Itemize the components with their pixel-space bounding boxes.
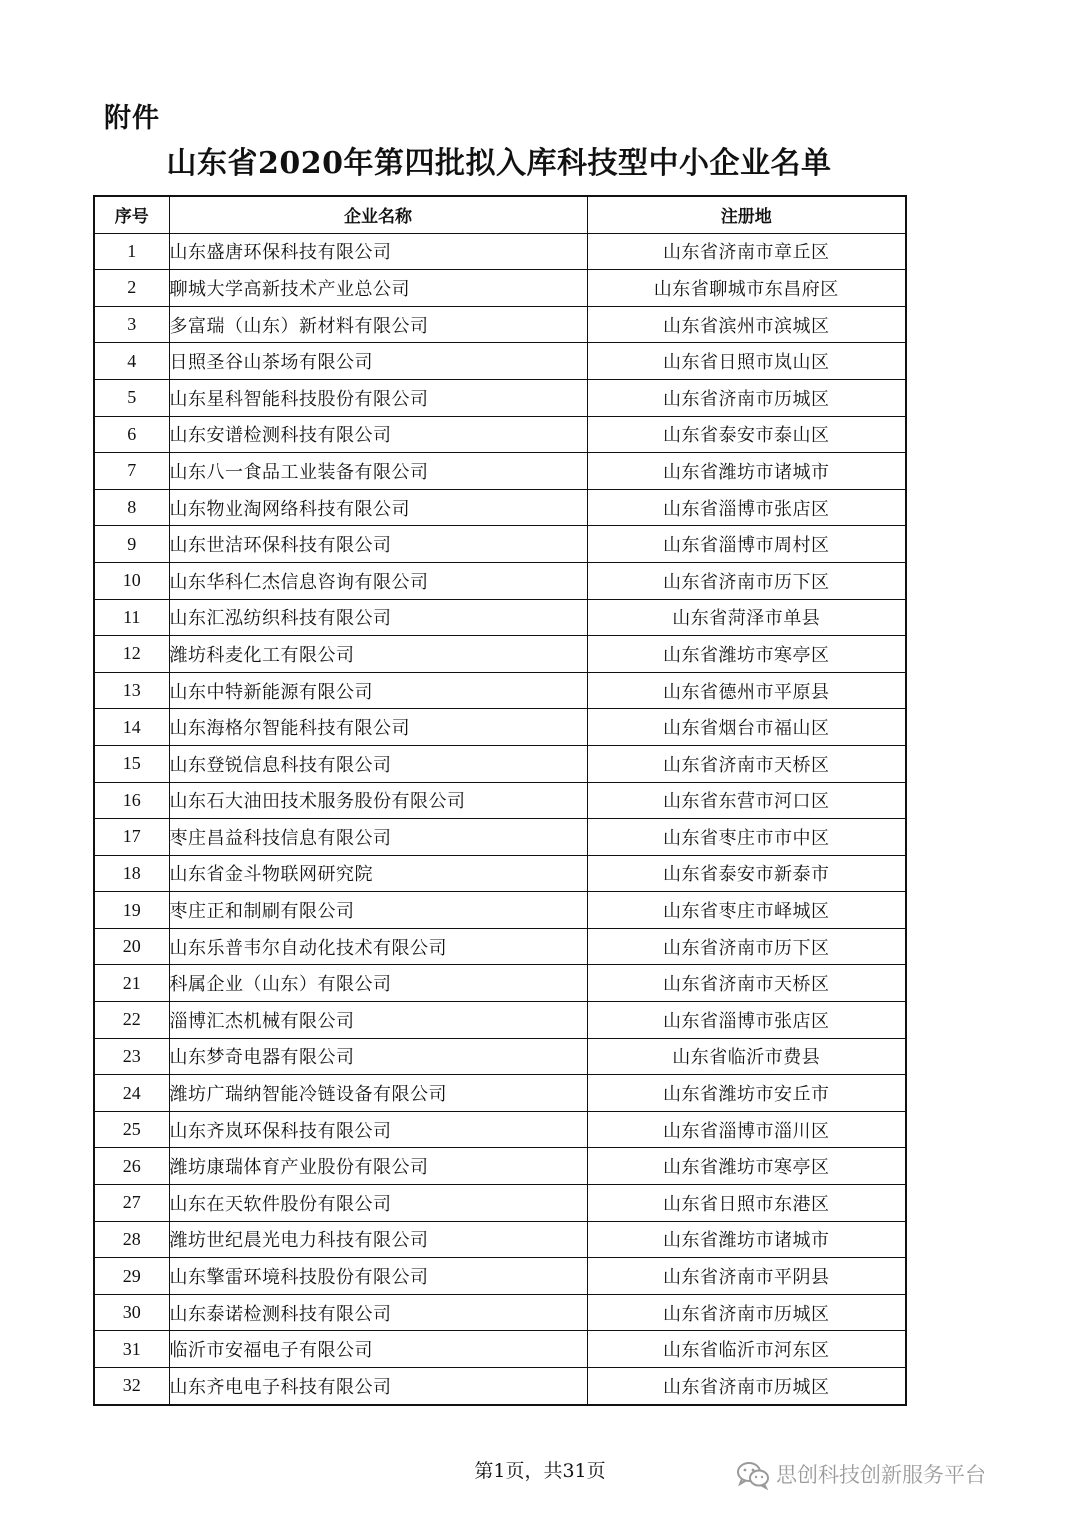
registered-place-cell: 山东省枣庄市峄城区 <box>587 892 906 929</box>
registered-place-cell: 山东省济南市历下区 <box>587 928 906 965</box>
table-row <box>94 1221 906 1258</box>
table-row <box>94 416 906 453</box>
column-header-company-name: 企业名称 <box>169 196 587 233</box>
row-number: 30 <box>94 1294 169 1331</box>
row-number: 18 <box>94 855 169 892</box>
company-name-cell: 山东齐电电子科技有限公司 <box>169 1368 587 1405</box>
registered-place-cell: 山东省菏泽市单县 <box>587 599 906 636</box>
attachment-label: 附件 <box>104 103 160 134</box>
table-row <box>94 453 906 490</box>
company-name-cell: 山东登锐信息科技有限公司 <box>169 745 587 782</box>
table-row <box>94 672 906 709</box>
company-name-cell: 潍坊世纪晨光电力科技有限公司 <box>169 1221 587 1258</box>
registered-place-cell: 山东省淄博市周村区 <box>587 526 906 563</box>
registered-place-cell: 山东省临沂市费县 <box>587 1038 906 1075</box>
table-row <box>94 1148 906 1185</box>
registered-place-cell: 山东省济南市天桥区 <box>587 965 906 1002</box>
company-name-cell: 日照圣谷山茶场有限公司 <box>169 343 587 380</box>
table-row <box>94 819 906 856</box>
row-number: 1 <box>94 233 169 270</box>
table-row <box>94 562 906 599</box>
row-number: 24 <box>94 1075 169 1112</box>
registered-place-cell: 山东省济南市历城区 <box>587 1294 906 1331</box>
row-number: 9 <box>94 526 169 563</box>
row-number: 4 <box>94 343 169 380</box>
row-number: 7 <box>94 453 169 490</box>
registered-place-cell: 山东省济南市平阴县 <box>587 1258 906 1295</box>
row-number: 11 <box>94 599 169 636</box>
row-number: 17 <box>94 819 169 856</box>
row-number: 32 <box>94 1368 169 1405</box>
registered-place-cell: 山东省济南市天桥区 <box>587 745 906 782</box>
company-name-cell: 山东乐普韦尔自动化技术有限公司 <box>169 928 587 965</box>
registered-place-cell: 山东省淄博市淄川区 <box>587 1111 906 1148</box>
table-row <box>94 233 906 270</box>
table-row <box>94 1185 906 1222</box>
company-name-cell: 枣庄正和制刷有限公司 <box>169 892 587 929</box>
registered-place-cell: 山东省淄博市张店区 <box>587 1002 906 1039</box>
registered-place-cell: 山东省枣庄市市中区 <box>587 819 906 856</box>
registered-place-cell: 山东省日照市东港区 <box>587 1185 906 1222</box>
column-header-number: 序号 <box>94 196 169 233</box>
registered-place-cell: 山东省东营市河口区 <box>587 782 906 819</box>
table-row <box>94 1111 906 1148</box>
table-row <box>94 343 906 380</box>
registered-place-cell: 山东省德州市平原县 <box>587 672 906 709</box>
table-row <box>94 709 906 746</box>
registered-place-cell: 山东省济南市历下区 <box>587 562 906 599</box>
company-name-cell: 山东八一食品工业装备有限公司 <box>169 453 587 490</box>
page-number: 第1页，共31页 <box>474 1460 606 1482</box>
company-name-cell: 山东中特新能源有限公司 <box>169 672 587 709</box>
company-name-cell: 潍坊科麦化工有限公司 <box>169 636 587 673</box>
row-number: 31 <box>94 1331 169 1368</box>
company-name-cell: 临沂市安福电子有限公司 <box>169 1331 587 1368</box>
table-row <box>94 270 906 307</box>
table-row <box>94 306 906 343</box>
registered-place-cell: 山东省潍坊市诸城市 <box>587 1221 906 1258</box>
row-number: 23 <box>94 1038 169 1075</box>
registered-place-cell: 山东省济南市章丘区 <box>587 233 906 270</box>
registered-place-cell: 山东省日照市岚山区 <box>587 343 906 380</box>
row-number: 25 <box>94 1111 169 1148</box>
table-row <box>94 1002 906 1039</box>
company-name-cell: 山东石大油田技术服务股份有限公司 <box>169 782 587 819</box>
table-row <box>94 1368 906 1405</box>
company-name-cell: 淄博汇杰机械有限公司 <box>169 1002 587 1039</box>
watermark-text: 思创科技创新服务平台 <box>776 1463 986 1487</box>
enterprise-table <box>93 195 907 1406</box>
table-row <box>94 965 906 1002</box>
table-row <box>94 1258 906 1295</box>
row-number: 15 <box>94 745 169 782</box>
registered-place-cell: 山东省潍坊市诸城市 <box>587 453 906 490</box>
company-name-cell: 聊城大学高新技术产业总公司 <box>169 270 587 307</box>
company-name-cell: 山东梦奇电器有限公司 <box>169 1038 587 1075</box>
company-name-cell: 山东海格尔智能科技有限公司 <box>169 709 587 746</box>
table-row <box>94 636 906 673</box>
table-row <box>94 379 906 416</box>
table-row <box>94 745 906 782</box>
company-name-cell: 山东擎雷环境科技股份有限公司 <box>169 1258 587 1295</box>
company-name-cell: 山东物业淘网络科技有限公司 <box>169 489 587 526</box>
table-row <box>94 928 906 965</box>
watermark <box>736 1460 986 1490</box>
company-name-cell: 山东省金斗物联网研究院 <box>169 855 587 892</box>
row-number: 21 <box>94 965 169 1002</box>
registered-place-cell: 山东省潍坊市安丘市 <box>587 1075 906 1112</box>
table-row <box>94 855 906 892</box>
company-name-cell: 山东汇泓纺织科技有限公司 <box>169 599 587 636</box>
table-header-row <box>94 196 906 233</box>
row-number: 19 <box>94 892 169 929</box>
registered-place-cell: 山东省泰安市新泰市 <box>587 855 906 892</box>
table-row <box>94 1294 906 1331</box>
company-name-cell: 科属企业（山东）有限公司 <box>169 965 587 1002</box>
registered-place-cell: 山东省济南市历城区 <box>587 1368 906 1405</box>
table-row <box>94 489 906 526</box>
company-name-cell: 山东世洁环保科技有限公司 <box>169 526 587 563</box>
row-number: 16 <box>94 782 169 819</box>
registered-place-cell: 山东省泰安市泰山区 <box>587 416 906 453</box>
registered-place-cell: 山东省济南市历城区 <box>587 379 906 416</box>
table-row <box>94 1331 906 1368</box>
registered-place-cell: 山东省淄博市张店区 <box>587 489 906 526</box>
document-title: 山东省2020年第四批拟入库科技型中小企业名单 <box>166 146 832 181</box>
row-number: 27 <box>94 1185 169 1222</box>
row-number: 29 <box>94 1258 169 1295</box>
registered-place-cell: 山东省临沂市河东区 <box>587 1331 906 1368</box>
column-header-registered-place: 注册地 <box>587 196 906 233</box>
row-number: 10 <box>94 562 169 599</box>
company-name-cell: 枣庄昌益科技信息有限公司 <box>169 819 587 856</box>
wechat-icon <box>736 1460 770 1490</box>
company-name-cell: 山东星科智能科技股份有限公司 <box>169 379 587 416</box>
company-name-cell: 山东在天软件股份有限公司 <box>169 1185 587 1222</box>
row-number: 3 <box>94 306 169 343</box>
table-row <box>94 599 906 636</box>
table-row <box>94 782 906 819</box>
company-name-cell: 潍坊广瑞纳智能冷链设备有限公司 <box>169 1075 587 1112</box>
table-row <box>94 1038 906 1075</box>
row-number: 12 <box>94 636 169 673</box>
company-name-cell: 山东泰诺检测科技有限公司 <box>169 1294 587 1331</box>
row-number: 5 <box>94 379 169 416</box>
registered-place-cell: 山东省烟台市福山区 <box>587 709 906 746</box>
company-name-cell: 潍坊康瑞体育产业股份有限公司 <box>169 1148 587 1185</box>
table-row <box>94 892 906 929</box>
row-number: 14 <box>94 709 169 746</box>
row-number: 22 <box>94 1002 169 1039</box>
registered-place-cell: 山东省潍坊市寒亭区 <box>587 636 906 673</box>
registered-place-cell: 山东省聊城市东昌府区 <box>587 270 906 307</box>
company-name-cell: 多富瑞（山东）新材料有限公司 <box>169 306 587 343</box>
company-name-cell: 山东盛唐环保科技有限公司 <box>169 233 587 270</box>
row-number: 28 <box>94 1221 169 1258</box>
table-row <box>94 1075 906 1112</box>
registered-place-cell: 山东省潍坊市寒亭区 <box>587 1148 906 1185</box>
table-row <box>94 526 906 563</box>
row-number: 8 <box>94 489 169 526</box>
row-number: 20 <box>94 928 169 965</box>
company-name-cell: 山东安谱检测科技有限公司 <box>169 416 587 453</box>
company-name-cell: 山东齐岚环保科技有限公司 <box>169 1111 587 1148</box>
registered-place-cell: 山东省滨州市滨城区 <box>587 306 906 343</box>
row-number: 13 <box>94 672 169 709</box>
company-name-cell: 山东华科仁杰信息咨询有限公司 <box>169 562 587 599</box>
row-number: 26 <box>94 1148 169 1185</box>
row-number: 2 <box>94 270 169 307</box>
row-number: 6 <box>94 416 169 453</box>
table-body <box>94 233 906 1405</box>
